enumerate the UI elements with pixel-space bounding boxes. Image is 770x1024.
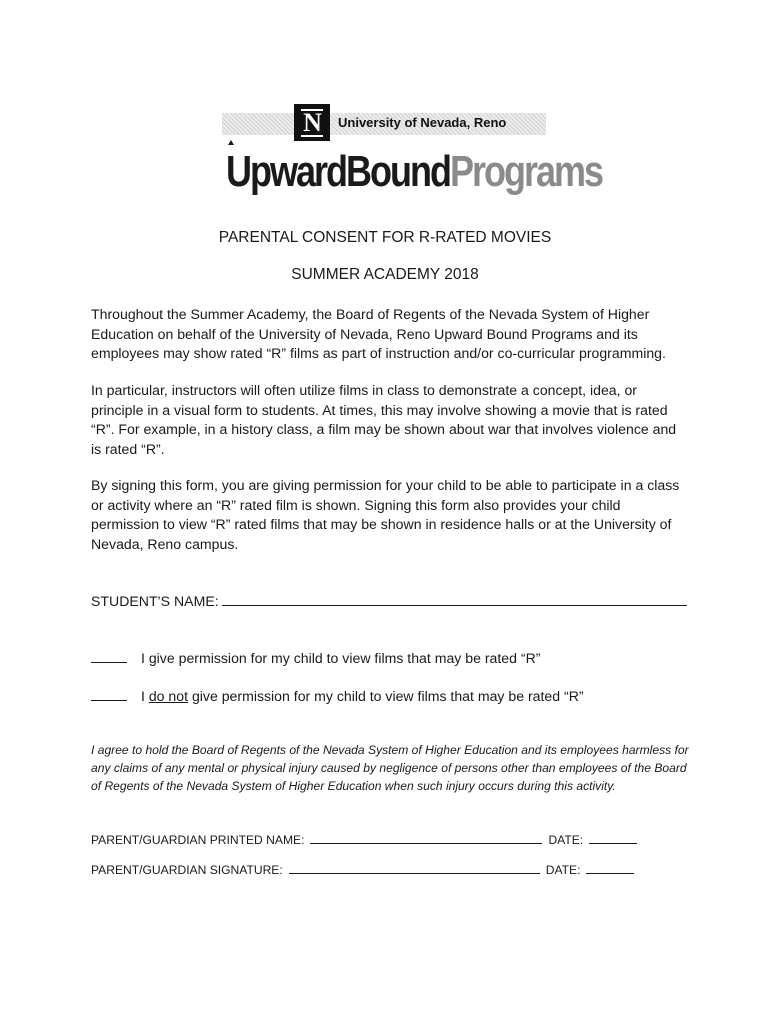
logo-word-programs: Programs <box>449 146 603 196</box>
form-title: PARENTAL CONSENT FOR R-RATED MOVIES <box>218 229 552 246</box>
permission-deny-emphasis: do not <box>148 688 189 704</box>
logo-word-upward: Upward <box>226 146 347 196</box>
printed-name-row <box>91 831 637 847</box>
logo-word-bound: Bound <box>346 146 450 196</box>
liability-agreement: I agree to hold the Board of Regents of the Nevada System of Higher Education and its employees harmless for any claims of any mental or physical injury caused by negligence of persons other than employees of the Board of Regents of the Nevada System of Higher Education when such injury occurs during this activity. <box>91 743 689 793</box>
permission-give-checkline[interactable] <box>91 648 127 663</box>
student-name-field[interactable] <box>222 591 687 606</box>
intro-paragraph: Throughout the Summer Academy, the Board of Regents of the Nevada System of Higher Education on behalf of the University of Nevada, Reno Upward Bound Programs and its employees may show rated “R” films as part of instruction and/or co-curricular programming. <box>91 306 666 361</box>
signature-field[interactable] <box>289 861 540 874</box>
signature-label: PARENT/GUARDIAN SIGNATURE: <box>91 863 283 877</box>
signature-row <box>91 861 634 877</box>
signature-date-field[interactable] <box>586 861 634 874</box>
permission-paragraph: By signing this form, you are giving permission for your child to be able to participate in a class or activity where an “R” rated film is shown. Signing this form also provides your child permission to view “R” rated films that may be shown in residence halls or at the University of Nevada, Reno campus. <box>91 477 680 552</box>
permission-give-text: I give permission for my child to view films that may be rated “R” <box>141 650 541 666</box>
permission-deny-checkline[interactable] <box>91 686 127 701</box>
student-name-label: STUDENT’S NAME: <box>91 593 219 609</box>
student-name-row <box>91 591 687 609</box>
form-subtitle: SUMMER ACADEMY 2018 <box>291 266 479 283</box>
permission-deny-row <box>91 686 584 704</box>
printed-name-date-field[interactable] <box>589 831 637 844</box>
permission-deny-rest: give permission for my child to view films that may be rated “R” <box>188 688 584 704</box>
instruction-paragraph: In particular, instructors will often utilize films in class to demonstrate a concept, idea, or principle in a visual form to students. At times, this may involve showing a movie that is rated “R”. For example, in a history class, a film may be shown about war that involves violence and is rated “R”. <box>91 382 677 457</box>
university-name: University of Nevada, Reno <box>338 115 507 130</box>
permission-deny-prefix: I <box>141 688 149 704</box>
printed-name-label: PARENT/GUARDIAN PRINTED NAME: <box>91 833 305 847</box>
signature-date-label: DATE: <box>545 863 581 877</box>
printed-name-field[interactable] <box>310 831 542 844</box>
upward-bound-programs-logo <box>226 144 602 204</box>
university-logo-mark: N <box>294 104 330 141</box>
printed-name-date-label: DATE: <box>548 833 584 847</box>
permission-give-row <box>91 648 540 666</box>
